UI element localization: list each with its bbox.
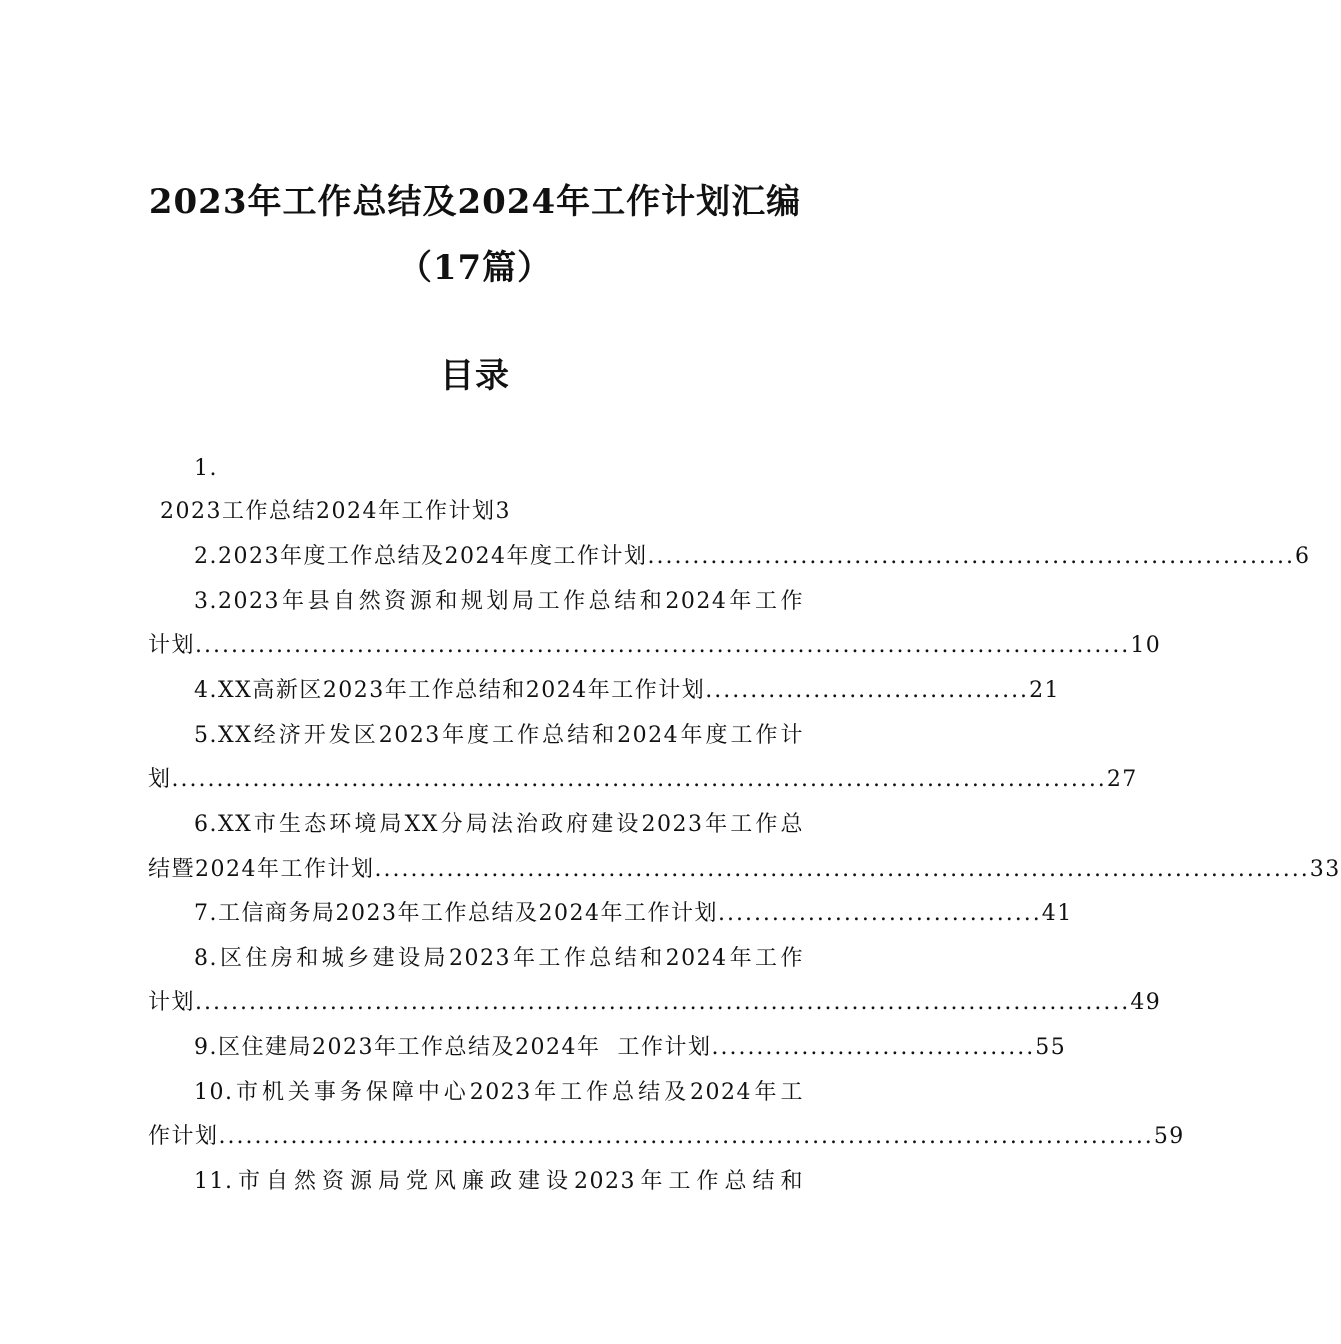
- leader-dots: ....................................: [711, 1035, 1036, 1060]
- toc-entry-6-line2[interactable]: [148, 855, 1341, 885]
- toc-entry-1-number[interactable]: 1.: [194, 456, 218, 481]
- toc-entry-text: 4.XX高新区2023年工作总结和2024年工作计划: [194, 678, 706, 703]
- toc-entry-3-line2[interactable]: [148, 631, 1162, 661]
- toc-entry-5-line2[interactable]: [148, 765, 1138, 795]
- toc-entry-3-line1[interactable]: 3.2023年县自然资源和规划局工作总结和2024年工作: [194, 589, 804, 614]
- leader-dots: ........................................................................................................: [374, 857, 1310, 882]
- toc-entry-5-line1[interactable]: 5.XX经济开发区2023年度工作总结和2024年度工作计: [194, 723, 804, 748]
- toc-entry-8-line1[interactable]: 8.区住房和城乡建设局2023年工作总结和2024年工作: [194, 946, 804, 971]
- toc-entry-8-line2[interactable]: [148, 988, 1162, 1018]
- toc-entry-11-line1[interactable]: 11.市自然资源局党风廉政建设2023年工作总结和: [194, 1169, 804, 1194]
- toc-page-number: 41: [1041, 901, 1073, 926]
- toc-page-number: 55: [1035, 1035, 1067, 1060]
- toc-entry-6-line1[interactable]: 6.XX市生态环境局XX分局法治政府建设2023年工作总: [194, 812, 804, 837]
- toc-entry-text: 计划: [148, 990, 196, 1015]
- toc-entry-4[interactable]: [194, 676, 1061, 706]
- toc-entry-text: 划: [148, 767, 172, 792]
- toc-entry-7[interactable]: [194, 899, 1073, 929]
- toc-heading: 目录: [440, 356, 510, 396]
- leader-dots: ........................................................................: [647, 544, 1295, 569]
- toc-entry-text: 结暨2024年工作计划: [148, 857, 375, 882]
- toc-page-number: 33: [1309, 857, 1341, 882]
- document-title: 2023年工作总结及2024年工作计划汇编: [148, 182, 802, 222]
- toc-entry-text: 2.2023年度工作总结及2024年度工作计划: [194, 544, 648, 569]
- toc-entry-9[interactable]: [194, 1033, 1067, 1063]
- toc-entry-text: 7.工信商务局2023年工作总结及2024年工作计划: [194, 901, 718, 926]
- toc-entry-1[interactable]: 2023工作总结2024年工作计划3: [160, 499, 511, 524]
- document-subtitle-count: （17篇）: [397, 248, 553, 288]
- toc-entry-text: 计划: [148, 633, 196, 658]
- toc-entry-10-line1[interactable]: 10.市机关事务保障中心2023年工作总结及2024年工: [194, 1080, 804, 1105]
- leader-dots: ........................................................................................................: [195, 990, 1131, 1015]
- leader-dots: ....................................: [717, 901, 1042, 926]
- leader-dots: ........................................................................................................: [218, 1124, 1154, 1149]
- leader-dots: ........................................................................................................: [195, 633, 1131, 658]
- toc-page-number: 10: [1130, 633, 1162, 658]
- toc-entry-2[interactable]: [194, 542, 1311, 572]
- toc-page-number: 49: [1130, 990, 1162, 1015]
- toc-page-number: 59: [1153, 1124, 1185, 1149]
- leader-dots: ....................................: [705, 678, 1030, 703]
- toc-page-number: 6: [1294, 544, 1311, 569]
- toc-page-number: 27: [1106, 767, 1138, 792]
- toc-page-number: 21: [1029, 678, 1061, 703]
- toc-entry-text: 9.区住建局2023年工作总结及2024年 工作计划: [194, 1035, 712, 1060]
- toc-entry-text: 作计划: [148, 1124, 219, 1149]
- leader-dots: ........................................................................................................: [171, 767, 1107, 792]
- toc-entry-10-line2[interactable]: [148, 1122, 1185, 1152]
